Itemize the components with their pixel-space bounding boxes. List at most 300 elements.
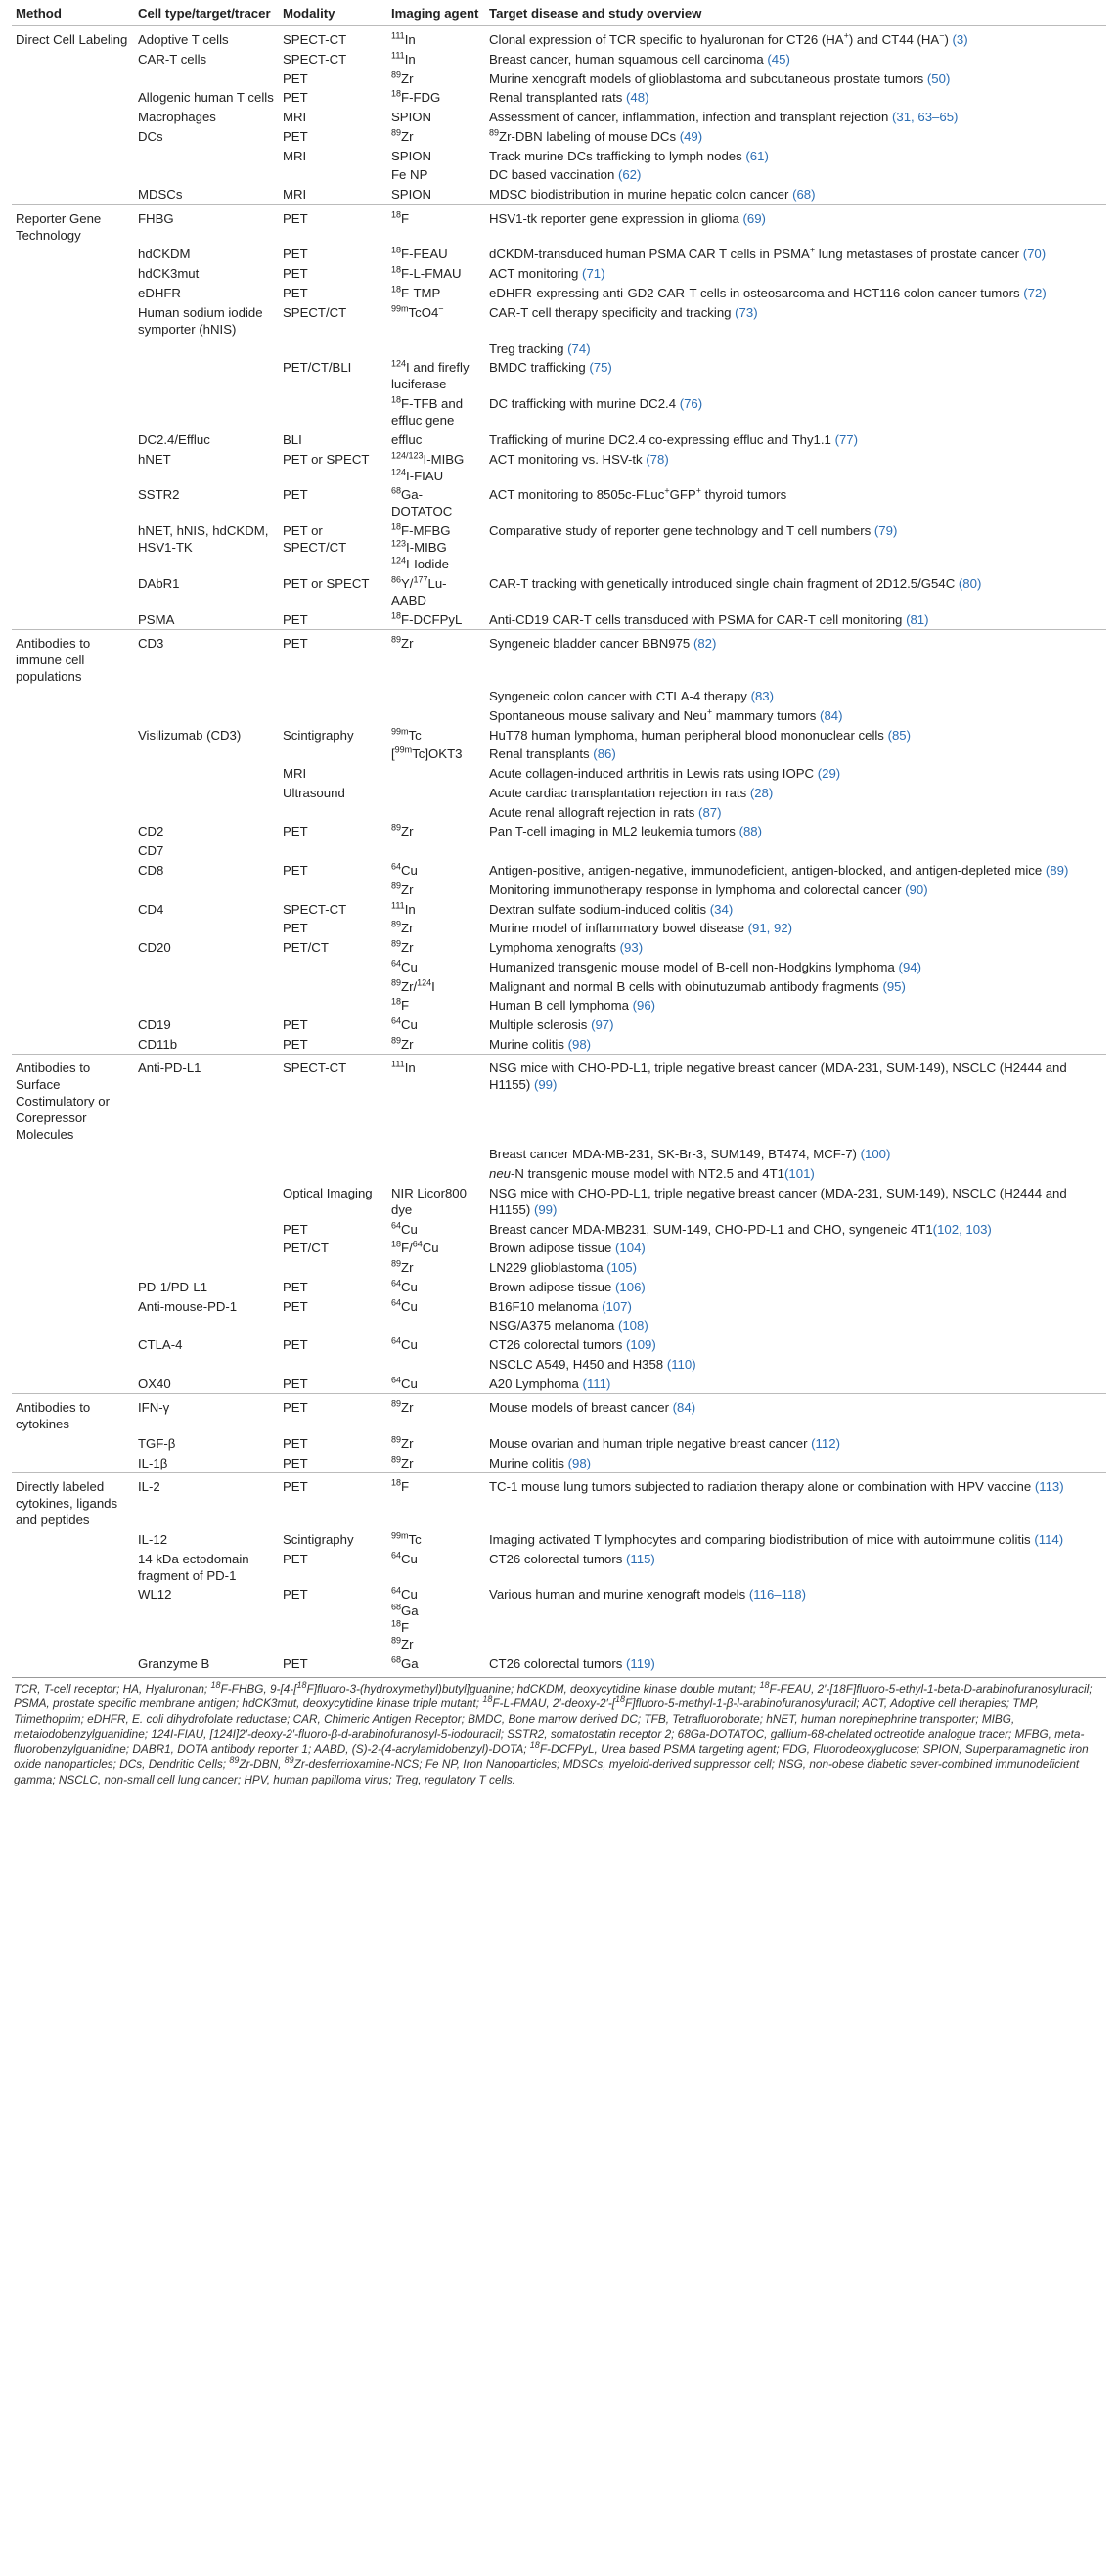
cell-type-cell: MDSCs	[138, 187, 183, 203]
cell-type-cell	[134, 976, 279, 996]
imaging-agent-cell	[387, 339, 485, 358]
cell-type-cell	[134, 745, 279, 764]
cell-type-cell: Visilizumab (CD3)	[138, 727, 242, 743]
cell-type-cell: eDHFR	[138, 285, 181, 300]
cell-type-cell: SSTR2	[138, 487, 180, 503]
modality-cell: SPECT-CT	[283, 51, 347, 67]
method-cell	[12, 88, 134, 108]
cell-type-cell: DC2.4/Effluc	[138, 431, 210, 447]
imaging-agent-cell: $^{89}$Zr	[387, 1394, 485, 1434]
imaging-agent-cell: $^{89}$Zr	[391, 1035, 414, 1053]
imaging-agent-cell: NIR Licor800 dye	[391, 1185, 467, 1217]
table-row	[12, 630, 1106, 687]
table-row	[12, 284, 1106, 303]
table-row	[12, 1654, 1106, 1674]
table-footnote: TCR, T-cell receptor; HA, Hyaluronan; $^{18}$F-FHBG, 9-[4-[$^{18}$F]fluoro-3-(hydroxymethyl)butyl]guanine; hdCKDM, deoxycytidine kinase double mutant; $^{18}$F-FEAU, 2′-[18F]fluoro-5-ethyl-1-beta-D-arabinofuranosyluracil; PSMA, prostate specific membrane antigen; hdCK3mut, deoxycytidine kinase triple mutant; $^{18}$F-L-FMAU, 2′-deoxy-2′-[$^{18}$F]fluoro-5-methyl-1-β-l-arabinofuranosyluracil; ACT, Adoptive cell therapies; TMP, Trimethoprim; eDHFR, E. coli dihydrofolate reductase; CAR, Chimeric Antigen Receptor; BMDC, Bone marrow derived DC; TFB, Tetrafluoroborate; hNET, human norepinephrine transporter; MIBG, metaiodobenzylguanidine; 124I-FIAU, [124I]2′-deoxy-2′-fluoro-β-d-arabinofuranosyl-5-iodouracil; SSTR2, somatostatin receptor 2; 68Ga-DOTATOC, gallium-68-chelated octreotide analogue tracer; MFBG, meta-fluorobenzylguanidine; DABR1, DOTA antibody reporter 1; AABD, (S)-2-(4-acrylamidobenzyl)-DOTA; $^{18}$F-DCFPyL, Urea based PSMA targeting agent; FDG, Fluorodeoxyglucose; SPION, Superparamagnetic iron oxide nanoparticles; DCs, Dendritic Cells; $^{89}$Zr-DBN, $^{89}$Zr-desferrioxamine-NCS; Fe NP, Iron Nanoparticles; MDSCs, myeloid-derived suppressor cell; NSG, non-obese diabetic sever-combined immunodeficient gamma; NSCLC, non-small cell lung cancer; HPV, human papilloma virus; Treg, regulatory T cells.	[12, 1677, 1106, 1788]
method-cell	[12, 919, 134, 938]
overview-cell: Brown adipose tissue (104)	[489, 1241, 646, 1256]
modality-cell	[279, 745, 387, 764]
modality-cell: MRI	[283, 110, 307, 125]
cell-type-cell	[134, 687, 279, 706]
imaging-agent-cell: $^{89}$Zr	[391, 1434, 414, 1451]
cell-type-cell: CD2	[138, 824, 164, 839]
modality-cell: PET	[279, 1473, 387, 1530]
table-row	[12, 339, 1106, 358]
imaging-agent-cell: $^{18}$F	[387, 204, 485, 245]
imaging-agent-cell	[387, 687, 485, 706]
overview-cell: NSG mice with CHO-PD-L1, triple negative breast cancer (MDA-231, SUM-149), NSCLC (H2444 and H1155) (99)	[489, 1185, 1067, 1217]
cell-type-cell	[134, 358, 279, 394]
table-row	[12, 1585, 1106, 1654]
header-modality: Modality	[279, 0, 387, 26]
modality-cell: PET or SPECT/CT	[283, 523, 347, 556]
modality-cell: Ultrasound	[283, 785, 345, 800]
modality-cell	[279, 394, 387, 430]
overview-cell: $^{89}$Zr-DBN labeling of mouse DCs (49)	[489, 127, 703, 144]
header-overview: Target disease and study overview	[485, 0, 1106, 26]
method-cell	[12, 938, 134, 958]
cell-type-cell	[134, 919, 279, 938]
method-cell	[12, 822, 134, 841]
cell-type-cell	[134, 1164, 279, 1184]
modality-cell: PET	[283, 266, 308, 282]
overview-cell: Various human and murine xenograft models (116–118)	[489, 1587, 807, 1603]
overview-cell: Renal transplants (86)	[489, 746, 616, 762]
cell-type-cell: CAR-T cells	[138, 51, 207, 67]
imaging-methods-table	[12, 0, 1106, 1674]
imaging-agent-cell: $^{64}$Cu	[391, 958, 418, 974]
method-cell	[12, 1164, 134, 1184]
overview-cell: Breast cancer MDA-MB231, SUM-149, CHO-PD-L1 and CHO, syngeneic 4T1(102, 103)	[489, 1221, 992, 1237]
table-row	[12, 1258, 1106, 1278]
imaging-agent-cell: $^{18}$F-TMP	[391, 284, 441, 300]
cell-type-cell	[134, 802, 279, 822]
cell-type-cell	[134, 165, 279, 185]
method-cell	[12, 861, 134, 881]
overview-cell: Spontaneous mouse salivary and Neu+ mammary tumors (84)	[489, 706, 843, 723]
overview-cell: NSCLC A549, H450 and H358 (110)	[489, 1357, 696, 1373]
overview-cell	[485, 841, 1106, 861]
table-row	[12, 127, 1106, 147]
overview-cell: Brown adipose tissue (106)	[489, 1279, 646, 1294]
modality-cell: SPECT-CT	[279, 26, 387, 50]
overview-cell: Mouse ovarian and human triple negative breast cancer (112)	[489, 1435, 840, 1451]
table-row	[12, 1316, 1106, 1335]
cell-type-cell: Anti-mouse-PD-1	[138, 1298, 238, 1314]
method-cell	[12, 1654, 134, 1674]
modality-cell: MRI	[283, 187, 307, 203]
modality-cell	[279, 841, 387, 861]
table-row	[12, 996, 1106, 1016]
overview-cell: Humanized transgenic mouse model of B-cell non-Hodgkins lymphoma (94)	[489, 959, 921, 974]
table-row	[12, 1145, 1106, 1164]
overview-cell: Anti-CD19 CAR-T cells transduced with PSMA for CAR-T cell monitoring (81)	[489, 611, 929, 627]
imaging-agent-cell: $^{124}$I and firefly luciferase	[391, 358, 470, 392]
table-row	[12, 1183, 1106, 1219]
method-cell	[12, 1335, 134, 1355]
table-row	[12, 1530, 1106, 1550]
table-row	[12, 1055, 1106, 1145]
modality-cell	[279, 1316, 387, 1335]
method-cell: Direct Cell Labeling	[12, 26, 134, 50]
overview-cell: Imaging activated T lymphocytes and comparing biodistribution of mice with autoimmune colitis (114)	[489, 1531, 1064, 1547]
overview-cell: Murine colitis (98)	[489, 1455, 592, 1470]
imaging-agent-cell: $^{18}$F/$^{64}$Cu	[391, 1239, 439, 1256]
method-cell	[12, 394, 134, 430]
cell-type-cell	[134, 705, 279, 725]
table-row	[12, 610, 1106, 629]
table-row	[12, 745, 1106, 764]
table-row	[12, 430, 1106, 450]
overview-cell: B16F10 melanoma (107)	[489, 1298, 632, 1314]
cell-type-cell: Granzyme B	[138, 1656, 210, 1672]
overview-cell: Acute collagen-induced arthritis in Lewis rats using IOPC (29)	[489, 766, 841, 782]
modality-cell	[279, 996, 387, 1016]
table-row	[12, 1035, 1106, 1055]
modality-cell: PET	[283, 611, 308, 627]
method-cell	[12, 245, 134, 264]
imaging-agent-cell: $^{99m}$Tc	[391, 726, 422, 743]
method-cell	[12, 1549, 134, 1585]
table-row	[12, 1434, 1106, 1454]
cell-type-cell	[134, 764, 279, 784]
modality-cell: MRI	[283, 766, 307, 782]
cell-type-cell: Adoptive T cells	[134, 26, 279, 50]
table-row	[12, 358, 1106, 394]
imaging-agent-cell: $^{64}$Cu	[391, 861, 418, 878]
table-row	[12, 146, 1106, 165]
imaging-agent-cell: $^{89}$Zr	[391, 1258, 414, 1276]
imaging-agent-cell: $^{18}$F	[391, 997, 410, 1014]
table-row	[12, 764, 1106, 784]
overview-cell: HuT78 human lymphoma, human peripheral blood mononuclear cells (85)	[489, 727, 912, 743]
method-cell	[12, 1434, 134, 1454]
table-row	[12, 1335, 1106, 1355]
table-row	[12, 574, 1106, 610]
method-cell	[12, 449, 134, 485]
overview-cell: ACT monitoring to 8505c-FLuc+GFP+ thyroid tumors	[489, 486, 787, 503]
imaging-agent-cell: $^{89}$Zr	[391, 1454, 414, 1470]
modality-cell	[279, 802, 387, 822]
cell-type-cell	[134, 146, 279, 165]
overview-cell: Trafficking of murine DC2.4 co-expressing effluc and Thy1.1 (77)	[489, 431, 859, 447]
imaging-agent-cell: $^{18}$F-FDG	[391, 88, 441, 106]
imaging-agent-cell: $^{111}$In	[387, 1055, 485, 1145]
table-row	[12, 1549, 1106, 1585]
overview-cell: MDSC biodistribution in murine hepatic colon cancer (68)	[489, 187, 816, 203]
overview-cell: BMDC trafficking (75)	[489, 360, 612, 376]
imaging-agent-cell: $^{111}$In	[391, 900, 416, 917]
overview-cell: NSG/A375 melanoma (108)	[489, 1318, 648, 1333]
cell-type-cell	[134, 1219, 279, 1239]
imaging-agent-cell: $^{64}$Cu	[391, 1016, 418, 1033]
cell-type-cell: CD19	[138, 1017, 171, 1033]
method-cell: Reporter Gene Technology	[12, 204, 134, 245]
cell-type-cell	[134, 1355, 279, 1375]
cell-type-cell	[134, 1183, 279, 1219]
cell-type-cell: IL-2	[134, 1473, 279, 1530]
imaging-agent-cell: $^{89}$Zr	[391, 823, 414, 839]
imaging-agent-cell	[387, 1164, 485, 1184]
imaging-agent-cell: $^{89}$Zr	[391, 881, 414, 897]
modality-cell: PET	[279, 1394, 387, 1434]
modality-cell: Scintigraphy	[283, 727, 354, 743]
table-row	[12, 822, 1106, 841]
overview-cell: LN229 glioblastoma (105)	[489, 1260, 638, 1276]
modality-cell	[279, 976, 387, 996]
imaging-agent-cell: $^{111}$In	[391, 50, 416, 67]
cell-type-cell: CD20	[138, 940, 171, 956]
table-row	[12, 521, 1106, 574]
modality-cell	[279, 958, 387, 977]
overview-cell: Comparative study of reporter gene technology and T cell numbers (79)	[489, 523, 898, 539]
overview-cell: Dextran sulfate sodium-induced colitis (34)	[489, 901, 734, 917]
imaging-agent-cell: $^{89}$Zr	[391, 69, 414, 86]
imaging-agent-cell: [$^{99m}$Tc]OKT3	[391, 745, 463, 762]
overview-cell: ACT monitoring (71)	[489, 266, 605, 282]
imaging-agent-cell: $^{99m}$Tc	[391, 1530, 422, 1547]
cell-type-cell: Human sodium iodide symporter (hNIS)	[138, 304, 263, 337]
imaging-agent-cell: $^{64}$Cu	[391, 1297, 418, 1314]
cell-type-cell: IFN-γ	[134, 1394, 279, 1434]
cell-type-cell: CD11b	[138, 1037, 178, 1053]
modality-cell: PET	[283, 824, 308, 839]
table-row	[12, 938, 1106, 958]
overview-cell: HSV1-tk reporter gene expression in glioma (69)	[485, 204, 1106, 245]
method-cell	[12, 764, 134, 784]
overview-cell: CT26 colorectal tumors (109)	[489, 1337, 656, 1353]
cell-type-cell	[134, 1258, 279, 1278]
imaging-agent-cell: SPION	[391, 110, 432, 125]
cell-type-cell: FHBG	[134, 204, 279, 245]
cell-type-cell	[134, 880, 279, 899]
method-cell	[12, 880, 134, 899]
table-row	[12, 687, 1106, 706]
modality-cell: PET	[283, 1037, 308, 1053]
table-row	[12, 449, 1106, 485]
overview-cell: Murine model of inflammatory bowel disease (91, 92)	[489, 921, 793, 936]
method-cell	[12, 1183, 134, 1219]
method-cell	[12, 165, 134, 185]
modality-cell	[279, 1145, 387, 1164]
modality-cell: PET	[283, 863, 308, 878]
modality-cell: PET	[283, 487, 308, 503]
overview-cell: Assessment of cancer, inflammation, infection and transplant rejection (31, 63–65)	[489, 110, 959, 125]
method-cell	[12, 1453, 134, 1472]
imaging-agent-cell	[387, 764, 485, 784]
modality-cell: PET	[283, 1587, 308, 1603]
imaging-agent-cell: $^{111}$In	[387, 26, 485, 50]
table-row	[12, 802, 1106, 822]
table-row	[12, 1473, 1106, 1530]
overview-cell: neu-N transgenic mouse model with NT2.5 and 4T1(101)	[489, 1165, 815, 1181]
method-cell	[12, 1530, 134, 1550]
cell-type-cell: 14 kDa ectodomain fragment of PD-1	[138, 1551, 249, 1583]
overview-cell: Monitoring immunotherapy response in lymphoma and colorectal cancer (90)	[489, 881, 928, 897]
table-row	[12, 204, 1106, 245]
cell-type-cell: PSMA	[138, 611, 175, 627]
method-cell	[12, 127, 134, 147]
cell-type-cell: CD8	[138, 863, 164, 878]
table-row	[12, 68, 1106, 88]
cell-type-cell	[134, 68, 279, 88]
cell-type-cell	[134, 1316, 279, 1335]
table-row	[12, 245, 1106, 264]
method-cell	[12, 1258, 134, 1278]
imaging-agent-cell: $^{64}$Cu	[391, 1335, 418, 1353]
imaging-agent-cell: $^{124/123}$I-MIBG $^{124}$I-FIAU	[391, 450, 465, 483]
imaging-agent-cell: $^{18}$F-TFB and effluc gene	[391, 394, 464, 429]
cell-type-cell: IL-1β	[138, 1455, 168, 1470]
method-cell	[12, 1585, 134, 1654]
table-row	[12, 1453, 1106, 1472]
imaging-agent-cell: $^{89}$Zr	[387, 630, 485, 687]
method-cell	[12, 185, 134, 204]
table-row	[12, 976, 1106, 996]
overview-cell: Antigen-positive, antigen-negative, immunodeficient, antigen-blocked, and antigen-depleted mice (89)	[489, 863, 1069, 878]
modality-cell	[279, 705, 387, 725]
modality-cell: Optical Imaging	[283, 1185, 373, 1200]
modality-cell	[279, 339, 387, 358]
modality-cell: SPECT-CT	[283, 901, 347, 917]
imaging-agent-cell: $^{89}$Zr	[391, 919, 414, 936]
method-cell	[12, 802, 134, 822]
method-cell	[12, 146, 134, 165]
overview-cell: CAR-T cell therapy specificity and tracking (73)	[489, 304, 758, 320]
overview-cell: Murine xenograft models of glioblastoma and subcutaneous prostate tumors (50)	[489, 70, 951, 86]
modality-cell: PET	[283, 90, 308, 106]
cell-type-cell: PD-1/PD-L1	[138, 1279, 208, 1294]
imaging-agent-cell: $^{18}$F-MFBG $^{123}$I-MIBG $^{124}$I-Iodide	[391, 521, 451, 572]
method-cell	[12, 68, 134, 88]
table-row	[12, 1219, 1106, 1239]
imaging-agent-cell: $^{64}$Cu	[391, 1220, 418, 1237]
modality-cell: PET/CT	[283, 940, 329, 956]
overview-cell: Lymphoma xenografts (93)	[489, 940, 644, 956]
modality-cell: PET	[283, 1221, 308, 1237]
cell-type-cell	[134, 783, 279, 802]
modality-cell: PET	[283, 1337, 308, 1353]
modality-cell	[279, 1355, 387, 1375]
imaging-agent-cell: $^{64}$Cu	[391, 1375, 418, 1391]
overview-cell: CAR-T tracking with genetically introduced single chain fragment of 2D12.5/G54C (80)	[489, 576, 982, 592]
modality-cell: MRI	[283, 148, 307, 163]
header-imaging-agent: Imaging agent	[387, 0, 485, 26]
modality-cell: PET	[283, 1298, 308, 1314]
cell-type-cell	[134, 958, 279, 977]
table-row	[12, 108, 1106, 127]
method-cell	[12, 1035, 134, 1055]
modality-cell: PET	[283, 1435, 308, 1451]
method-cell	[12, 1316, 134, 1335]
cell-type-cell: IL-12	[138, 1531, 168, 1547]
method-cell	[12, 1219, 134, 1239]
method-cell	[12, 264, 134, 284]
modality-cell: PET	[283, 285, 308, 300]
method-cell	[12, 1374, 134, 1393]
method-cell	[12, 841, 134, 861]
method-cell	[12, 302, 134, 339]
imaging-agent-cell: $^{68}$Ga-DOTATOC	[391, 486, 453, 520]
modality-cell: PET	[283, 1279, 308, 1294]
table-row	[12, 1278, 1106, 1297]
method-cell	[12, 1016, 134, 1035]
cell-type-cell: hNET, hNIS, hdCKDM, HSV1-TK	[138, 523, 269, 556]
method-cell: Antibodies to cytokines	[12, 1394, 134, 1434]
imaging-agent-cell	[387, 783, 485, 802]
table-row	[12, 185, 1106, 204]
table-row	[12, 958, 1106, 977]
overview-cell: dCKDM-transduced human PSMA CAR T cells in PSMA+ lung metastases of prostate cancer (70)	[489, 246, 1047, 262]
imaging-agent-cell: SPION	[391, 187, 432, 203]
imaging-agent-cell: $^{64}$Cu	[391, 1550, 418, 1566]
table-row	[12, 1374, 1106, 1393]
imaging-agent-cell: Fe NP	[391, 167, 428, 183]
overview-cell: Pan T-cell imaging in ML2 leukemia tumors (88)	[489, 824, 763, 839]
method-cell	[12, 705, 134, 725]
overview-cell: Acute renal allograft rejection in rats (87)	[489, 804, 722, 820]
modality-cell: PET/CT/BLI	[283, 360, 352, 376]
method-cell	[12, 976, 134, 996]
imaging-agent-cell: $^{64}$Cu $^{68}$Ga $^{18}$F $^{89}$Zr	[391, 1586, 419, 1652]
overview-cell: Human B cell lymphoma (96)	[489, 998, 656, 1014]
imaging-agent-cell	[387, 1355, 485, 1375]
modality-cell: PET	[279, 630, 387, 687]
cell-type-cell: Macrophages	[138, 110, 216, 125]
overview-cell: Multiple sclerosis (97)	[489, 1017, 614, 1033]
table-row	[12, 88, 1106, 108]
method-cell	[12, 783, 134, 802]
method-cell	[12, 521, 134, 574]
cell-type-cell: hdCK3mut	[138, 266, 200, 282]
imaging-agent-cell: $^{99m}$TcO4−	[391, 303, 444, 320]
modality-cell: PET	[283, 921, 308, 936]
table-row	[12, 485, 1106, 521]
modality-cell: PET	[283, 1656, 308, 1672]
cell-type-cell	[134, 1145, 279, 1164]
method-cell	[12, 339, 134, 358]
modality-cell	[279, 880, 387, 899]
imaging-agent-cell	[387, 1145, 485, 1164]
imaging-agent-cell: $^{89}$Zr/$^{124}$I	[391, 977, 435, 994]
overview-cell: Syngeneic bladder cancer BBN975 (82)	[485, 630, 1106, 687]
modality-cell	[279, 165, 387, 185]
method-cell: Directly labeled cytokines, ligands and peptides	[12, 1473, 134, 1530]
method-cell	[12, 958, 134, 977]
table-row	[12, 165, 1106, 185]
imaging-agent-cell: $^{64}$Cu	[391, 1278, 418, 1294]
table-row	[12, 705, 1106, 725]
method-cell	[12, 430, 134, 450]
overview-cell: Acute cardiac transplantation rejection in rats (28)	[489, 785, 774, 800]
overview-cell: NSG mice with CHO-PD-L1, triple negative breast cancer (MDA-231, SUM-149), NSCLC (H2444 and H1155) (99)	[485, 1055, 1106, 1145]
overview-cell: ACT monitoring vs. HSV-tk (78)	[489, 451, 669, 467]
overview-cell: Clonal expression of TCR specific to hyaluronan for CT26 (HA+) and CT44 (HA−) (3)	[485, 26, 1106, 50]
modality-cell: PET or SPECT	[283, 576, 370, 592]
cell-type-cell	[134, 996, 279, 1016]
imaging-agent-cell: $^{86}$Y/$^{177}$Lu-AABD	[391, 574, 447, 609]
overview-cell: eDHFR-expressing anti-GD2 CAR-T cells in osteosarcoma and HCT116 colon cancer tumors (72)	[489, 285, 1047, 300]
header-cell-type: Cell type/target/tracer	[134, 0, 279, 26]
modality-cell: Scintigraphy	[283, 1531, 354, 1547]
imaging-agent-cell	[387, 1316, 485, 1335]
table-row	[12, 1296, 1106, 1316]
cell-type-cell: OX40	[138, 1376, 171, 1391]
method-cell	[12, 1296, 134, 1316]
overview-cell: Breast cancer, human squamous cell carcinoma (45)	[489, 51, 790, 67]
cell-type-cell	[134, 1239, 279, 1258]
method-cell	[12, 358, 134, 394]
